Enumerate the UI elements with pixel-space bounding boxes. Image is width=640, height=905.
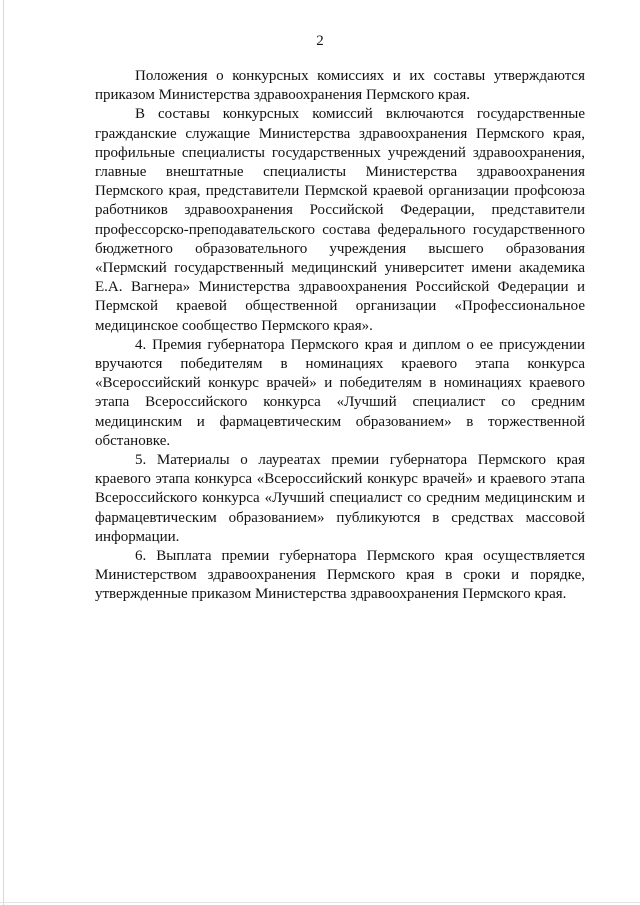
- scan-bottom-artifact: [0, 902, 640, 903]
- document-body: [95, 67, 585, 605]
- paragraph-commission-composition: В составы конкурсных комиссий включаются государственные гражданские служащие Министерства здравоохранения Пермского края, профильные специалисты государственных учреждений здравоохранения, главные внештатные специалисты Министерства здравоохранения Пермского края, представители Пермской краевой организации профсоюза работников здравоохранения Российской Федерации, представители профессорско-преподавательского состава федерального государственного бюджетного образовательного учреждения высшего образования «Пермский государственный медицинский университет имени академика Е.А. Вагнера» Министерства здравоохранения Российской Федерации и Пермской краевой общественной организации «Профессиональное медицинское сообщество Пермского края».: [95, 106, 585, 334]
- paragraph-item-5-publication: 5. Материалы о лауреатах премии губернатора Пермского края краевого этапа конкурса «Всероссийский конкурс врачей» и краевого этапа Всероссийского конкурса «Лучший специалист со средним медицинским и фармацевтическим образованием» публикуются в средствах массовой информации.: [95, 452, 585, 545]
- page-number: 2: [316, 33, 324, 49]
- paragraph-commission-approval: Положения о конкурсных комиссиях и их составы утверждаются приказом Министерства здравоохранения Пермского края.: [95, 68, 585, 104]
- paragraph-item-6-payment: 6. Выплата премии губернатора Пермского края осуществляется Министерством здравоохранения Пермского края в сроки и порядке, утвержденные приказом Министерства здравоохранения Пермского края.: [95, 548, 585, 603]
- scan-edge-shadow: [3, 0, 4, 905]
- paragraph-item-4-award-ceremony: 4. Премия губернатора Пермского края и диплом о ее присуждении вручаются победителям в номинациях краевого этапа конкурса «Всероссийский конкурс врачей» и победителям в номинациях краевого этапа Всероссийского конкурса «Лучший специалист со средним медицинским и фармацевтическим образованием» в торжественной обстановке.: [95, 336, 585, 449]
